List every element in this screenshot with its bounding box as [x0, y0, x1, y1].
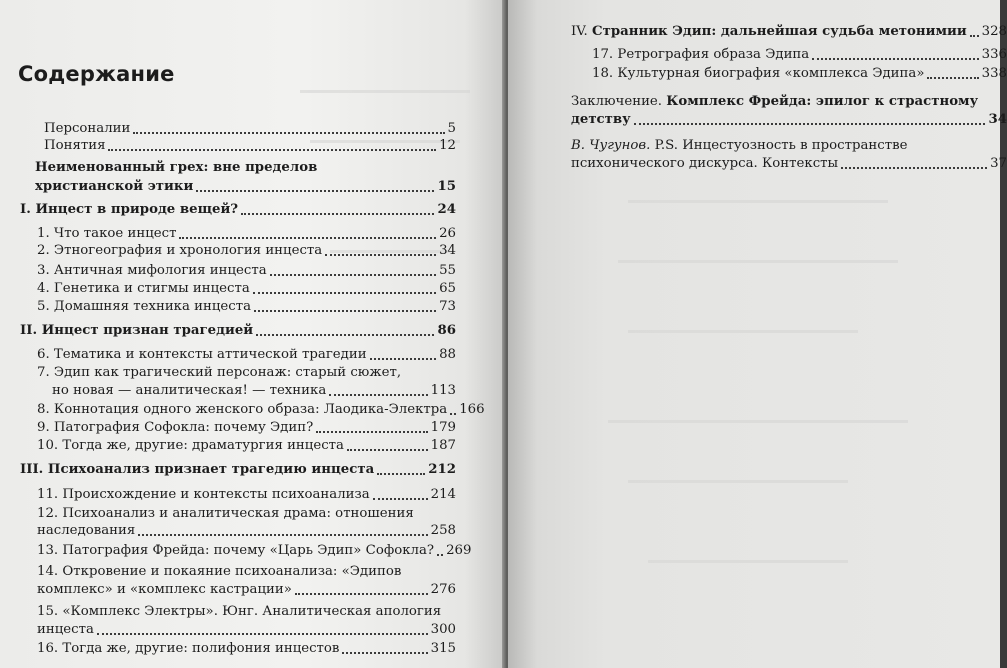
- toc-entry-line: 14. Откровение и покаяние психоанализа: «Эдипов: [37, 564, 402, 579]
- toc-entry-line: 12. Психоанализ и аналитическая драма: отношения: [37, 506, 414, 521]
- toc-entry: Персоналии 5: [44, 121, 456, 136]
- toc-entry-line: 7. Эдип как трагический персонаж: старый сюжет,: [37, 365, 402, 380]
- toc-entry-line: Заключение. Комплекс Фрейда: эпилог к страстному: [571, 94, 979, 109]
- toc-chapter: 6. Тематика и контексты аттической трагедии 88: [37, 347, 456, 362]
- toc-entry: христианской этики 15: [35, 179, 456, 194]
- toc-chapter: 8. Коннотация одного женского образа: Лаодика-Электра 166: [37, 402, 485, 417]
- toc-chapter: 18. Культурная биография «комплекса Эдипа» 338: [592, 66, 1007, 81]
- toc-chapter: 9. Патография Софокла: почему Эдип? 179: [37, 420, 456, 435]
- toc-part: IV. Странник Эдип: дальнейшая судьба метонимии 328: [571, 24, 1007, 39]
- page-title: Содержание: [18, 62, 175, 86]
- toc-part: III. Психоанализ признает трагедию инцеста 212: [20, 462, 456, 477]
- toc-part: I. Инцест в природе вещей? 24: [20, 202, 456, 217]
- toc-entry: психонического дискурса. Контексты 37: [571, 156, 1007, 171]
- toc-chapter: 4. Генетика и стигмы инцеста 65: [37, 281, 456, 296]
- toc-chapter: 16. Тогда же, другие: полифония инцестов 315: [37, 641, 456, 656]
- toc-chapter: 1. Что такое инцест 26: [37, 226, 456, 241]
- toc-chapter: 11. Происхождение и контексты психоанализа 214: [37, 487, 456, 502]
- toc-entry-line: Неименованный грех: вне пределов: [35, 160, 318, 175]
- right-page: [508, 0, 1007, 668]
- toc-chapter: 2. Этногеография и хронология инцеста 34: [37, 243, 456, 258]
- toc-chapter: наследования 258: [37, 523, 456, 538]
- toc-chapter: 3. Античная мифология инцеста 55: [37, 263, 456, 278]
- toc-chapter: инцеста 300: [37, 622, 456, 637]
- toc-chapter: 5. Домашняя техника инцеста 73: [37, 299, 456, 314]
- toc-chapter: комплекс» и «комплекс кастрации» 276: [37, 582, 456, 597]
- toc-part: II. Инцест признан трагедией 86: [20, 323, 456, 338]
- toc-entry: Понятия 12: [44, 138, 456, 153]
- toc-chapter: 17. Ретрография образа Эдипа 336: [592, 47, 1007, 62]
- toc-entry-line: 15. «Комплекс Электры». Юнг. Аналитическая апология: [37, 604, 442, 619]
- toc-entry: детству 34: [571, 112, 1007, 127]
- toc-entry-line: В. Чугунов. P.S. Инцестуозность в пространстве: [571, 138, 908, 153]
- toc-chapter: но новая — аналитическая! — техника 113: [52, 383, 456, 398]
- toc-chapter: 10. Тогда же, другие: драматургия инцеста 187: [37, 438, 456, 453]
- toc-chapter: 13. Патография Фрейда: почему «Царь Эдип» Софокла? 269: [37, 543, 472, 558]
